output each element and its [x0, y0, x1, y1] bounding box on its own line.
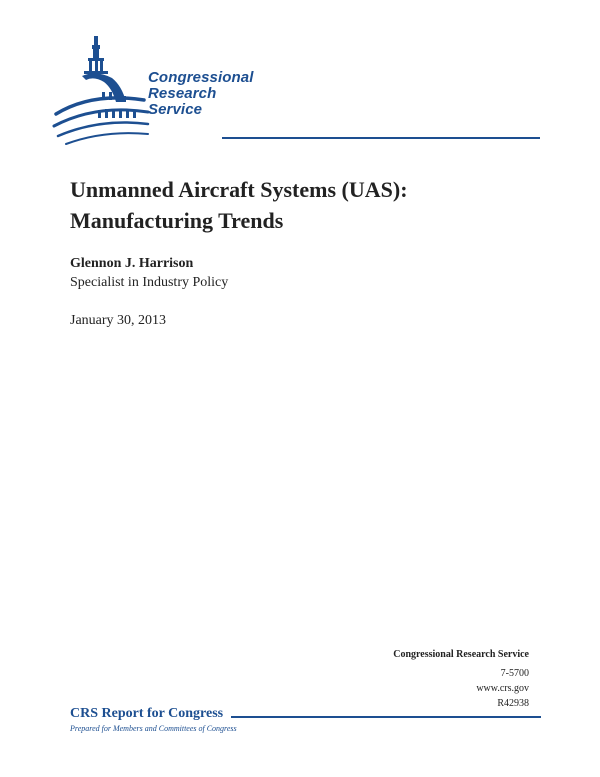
crs-info-block: [393, 647, 529, 711]
crs-number: 7-5700: [500, 668, 529, 679]
report-title: [70, 174, 540, 236]
logo-rule: [222, 137, 540, 139]
author-name: Glennon J. Harrison: [70, 256, 194, 271]
report-date: January 30, 2013: [70, 313, 167, 328]
report-title-line1: Unmanned Aircraft Systems (UAS):: [70, 177, 408, 202]
logo-text-research: Research: [148, 85, 217, 102]
report-title-line2: Manufacturing Trends: [70, 208, 284, 233]
logo-text-congressional: Congressional: [148, 69, 254, 86]
crs-website: www.crs.gov: [476, 683, 529, 694]
crs-name: Congressional Research Service: [393, 649, 529, 660]
crs-report-id: R42938: [497, 698, 529, 709]
footer-report-title: CRS Report for Congress: [70, 706, 224, 721]
author-role: Specialist in Industry Policy: [70, 275, 229, 290]
footer-subtitle: Prepared for Members and Committees of Congress: [70, 724, 237, 733]
logo-text-service: Service: [148, 101, 203, 118]
footer-rule: [231, 716, 541, 718]
